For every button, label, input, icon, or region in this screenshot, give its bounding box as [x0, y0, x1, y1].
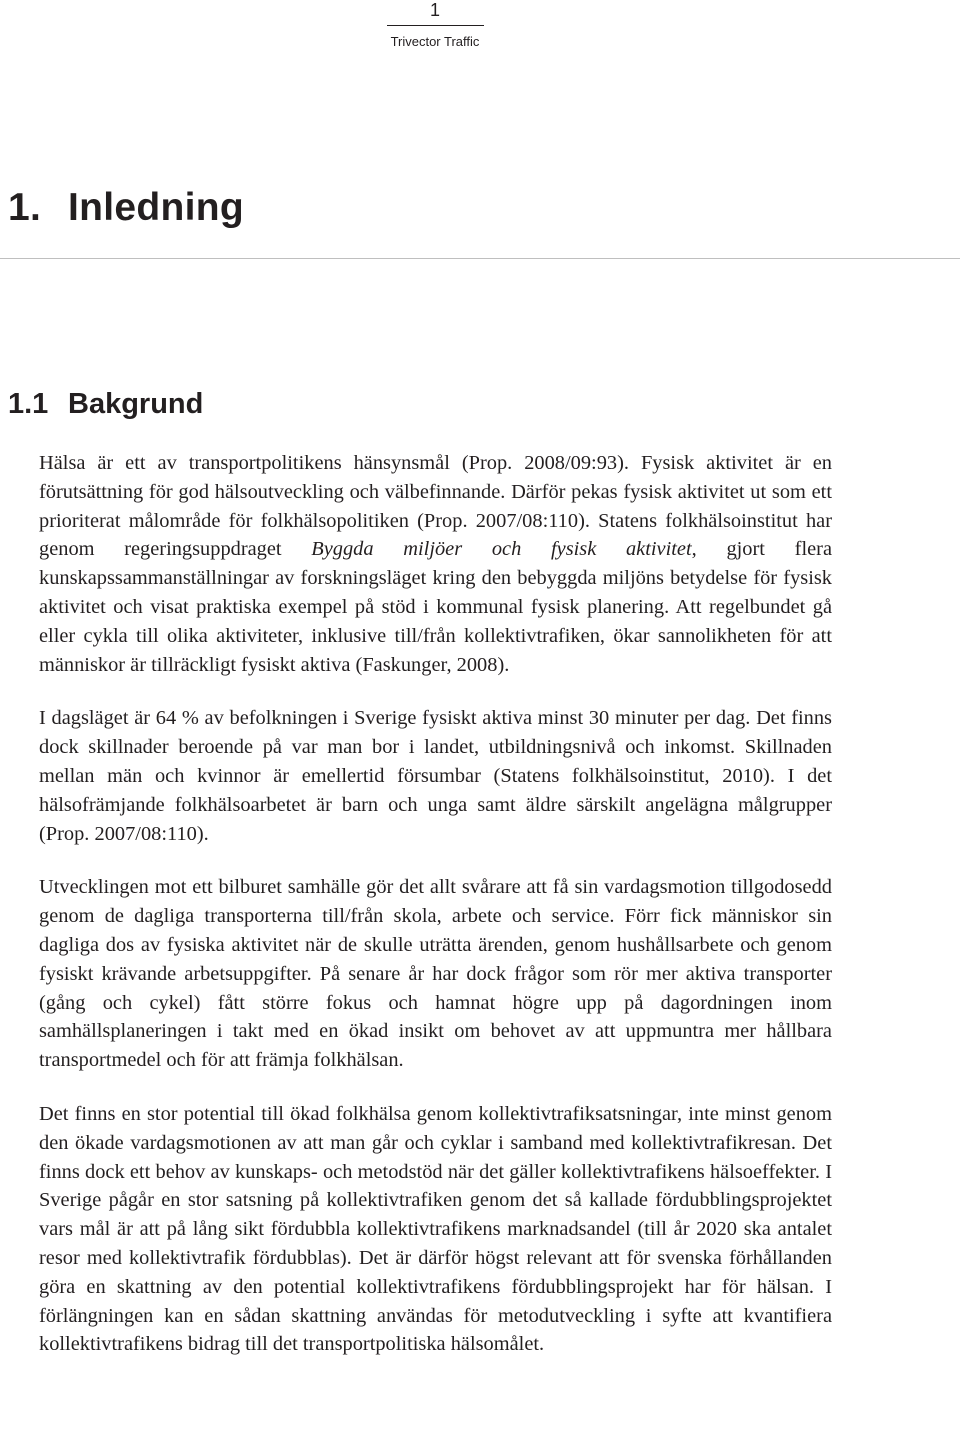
- report-title-italic: Byggda miljöer och fysisk aktivitet: [311, 538, 692, 561]
- chapter-divider: [0, 258, 960, 259]
- chapter-number: 1.: [8, 186, 42, 229]
- section-title-text: Bakgrund: [68, 388, 204, 420]
- paragraph-1: [39, 449, 832, 679]
- paragraph-4: Det finns en stor potential till ökad folkhälsa genom kollektivtrafiksatsningar, inte minst genom den ökade vardagsmotionen av att man går och cyklar i samband med kollektivtrafikresan. Det finns dock ett behov av kunskaps- och metodstöd när det gäller kollektivtrafikens hälsoeffekter. I Sverige pågår en stor satsning på kollektivtrafiken genom det så kallade fördubblingsprojektet vars mål är att på lång sikt fördubbla kollektivtrafikens marknadsandel (till år 2020 ska antalet resor med kollektivtrafik fördubblas). Det är därför högst relevant att för svenska förhållanden göra en skattning av den potential kollektivtrafikens fördubblingsprojekt har för hälsan. I förlängningen kan en sådan skattning användas för metodutveckling i syfte att kvantifiera kollektivtrafikens bidrag till det transportpolitiska hälsomålet.: [39, 1102, 832, 1356]
- page-number: 1: [429, 0, 440, 20]
- paragraph-1-text-b: , gjort flera kunskapssammanställningar av forskningsläget kring den bebyggda miljöns betydelse för fysisk aktivitet och visat praktiska exempel på stöd i kommunal fysisk planering. Att regelbundet gå eller cykla till olika aktiviteter, inklusive till/från kollektivtrafiken, ökar sannolikheten för att människor är tillräckligt fysiskt aktiva (Faskunger, 2008).: [39, 538, 832, 676]
- paragraph-1-text-a: Hälsa är ett av transportpolitikens hänsynsmål (Prop. 2008/09:93). Fysisk aktivitet är en förutsättning för god hälsoutveckling och välbefinnande. Därför pekas fysisk aktivitet ut som ett prioriterat målområde för folkhälsopolitiken (Prop. 2007/08:110). Statens folkhälsoinstitut har genom regeringsuppdraget: [39, 452, 832, 561]
- body-text: [39, 449, 832, 1384]
- chapter-title-text: Inledning: [68, 186, 245, 229]
- paragraph-3: Utvecklingen mot ett bilburet samhälle gör det allt svårare att få sin vardagsmotion tillgodosedd genom de dagliga transporterna till/från skola, arbete och service. Förr fick människor sin dagliga dos av fysiska aktivitet när de skulle uträtta ärenden, genom hushållsarbete och genom fysiskt krävande arbetsuppgifter. På senare år har dock frågor som rör mer aktiva transporter (gång och cykel) fått större fokus och hamnat högre upp på dagordningen inom samhällsplaneringen i takt med en ökad insikt om behovet av att uppmuntra mer hållbara transportmedel och för att främja folkhälsan.: [39, 876, 832, 1072]
- chapter-title: [8, 184, 244, 232]
- header-company: Trivector Traffic: [390, 34, 480, 49]
- header-divider: [387, 25, 484, 26]
- section-number: 1.1: [8, 388, 49, 420]
- paragraph-2: I dagsläget är 64 % av befolkningen i Sverige fysiskt aktiva minst 30 minuter per dag. Det finns dock skillnader beroende på var man bor i landet, utbildningsnivå och inkomst. Skillnaden mellan män och kvinnor är emellertid försumbar (Statens folkhälsoinstitut, 2010). I det hälsofrämjande folkhälsoarbetet är barn och unga samt äldre särskilt angelägna målgrupper (Prop. 2007/08:110).: [39, 707, 832, 845]
- page-header: [385, 0, 485, 49]
- section-title: [8, 386, 203, 422]
